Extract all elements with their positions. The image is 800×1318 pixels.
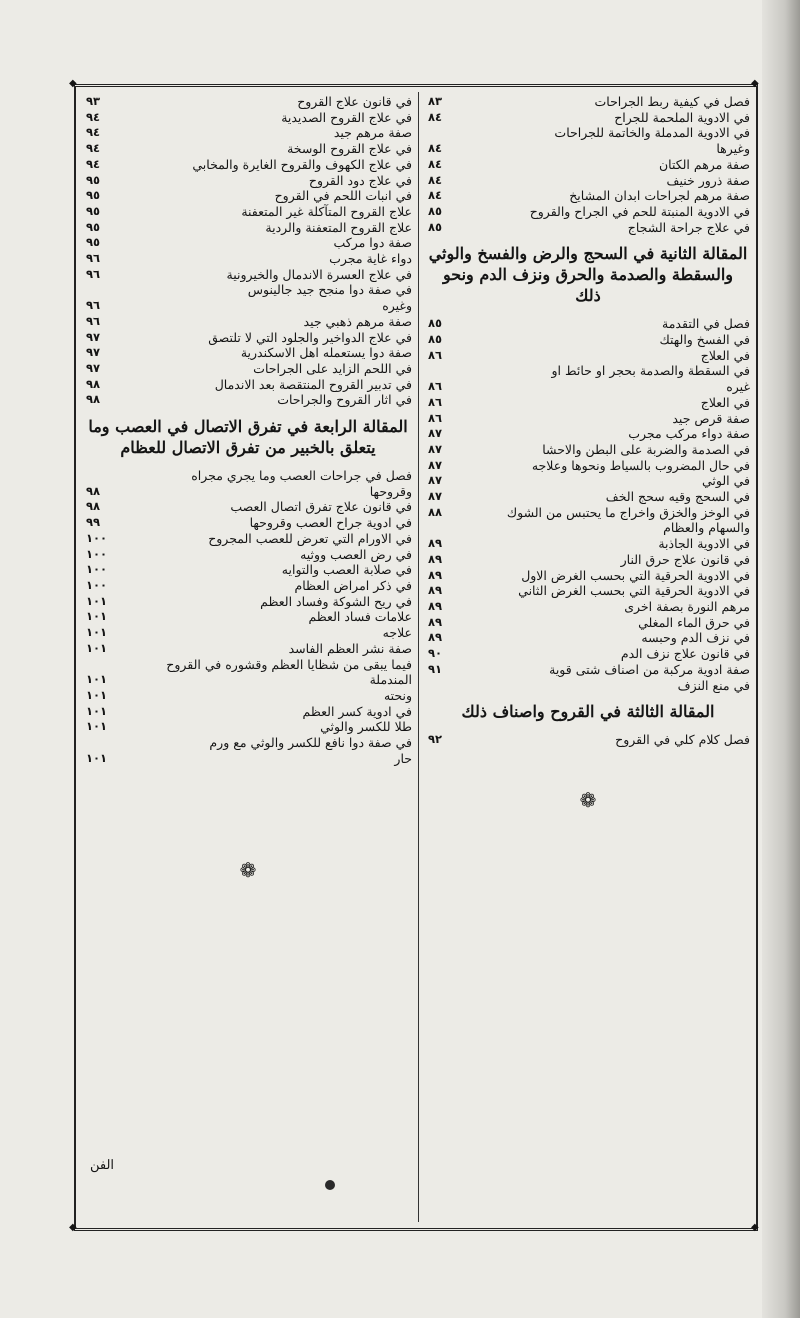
section-heading-3: المقالة الثالثة في القروح واصناف ذلك: [461, 702, 715, 722]
toc-entry-title: في علاج دود القروح: [308, 172, 412, 188]
toc-entry-page: ٩٦: [86, 251, 101, 266]
toc-entry: [424, 426, 752, 442]
toc-entry: [424, 173, 752, 189]
toc-entry-page: ١٠١: [86, 719, 108, 734]
toc-entry-title: غيره: [726, 379, 750, 395]
toc-entry: [82, 110, 414, 126]
toc-entry: [424, 599, 752, 615]
toc-entry-title: في اللحم الزايد على الجراحات: [253, 360, 412, 376]
toc-entry-title: صفة مرهم ذهبي جيد: [303, 313, 412, 329]
toc-entry-page: ١٠١: [86, 640, 108, 655]
toc-entry: [82, 609, 414, 625]
toc-entry-title: في ادوية كسر العظم: [302, 703, 412, 719]
toc-entry-page: ٨٨: [428, 504, 443, 519]
toc-entry-page: ٩٧: [86, 329, 101, 344]
toc-entry-title: فصل في كيفية ربط الجراحات: [594, 94, 750, 109]
toc-entry-page: ١٠٠: [86, 530, 108, 545]
toc-entry: [424, 732, 752, 748]
toc-list-right-a: [424, 94, 752, 235]
toc-entry: [82, 547, 414, 563]
toc-entry-page: ٩٤: [86, 141, 101, 156]
toc-entry-title: في قانون علاج القروح: [297, 94, 412, 109]
toc-entry: [82, 735, 414, 751]
frame-corner-ornament: ◆: [751, 1222, 759, 1233]
frame-corner-ornament: ◆: [69, 78, 77, 89]
toc-entry-page: ١٠١: [86, 750, 108, 765]
toc-entry-page: ٨٦: [428, 394, 443, 409]
toc-entry: [82, 361, 414, 377]
toc-entry: [82, 125, 414, 141]
toc-entry-page: ٩٥: [86, 219, 101, 234]
toc-entry-page: ١٠١: [86, 672, 108, 687]
toc-entry-title: في رض العصب ووثيه: [300, 546, 412, 562]
toc-entry-page: ٨٧: [428, 473, 443, 488]
toc-entry-title: فصل في جراحات العصب وما يجري مجراه: [191, 468, 412, 484]
toc-entry: [82, 499, 414, 515]
toc-entry: [82, 657, 414, 673]
toc-entry-page: ١٠١: [86, 609, 108, 624]
toc-entry-page: ٩٧: [86, 360, 101, 375]
toc-entry: [82, 330, 414, 346]
toc-entry: [424, 141, 752, 157]
toc-entry-title: في الادوية الحرقية التي بحسب الغرض الثاني: [518, 583, 750, 599]
toc-entry-page: ٩٨: [86, 376, 101, 391]
fleuron-ornament-icon: ❁: [239, 858, 257, 883]
ink-blot: [325, 1180, 335, 1190]
toc-entry-title: فصل كلام كلي في القروح: [615, 732, 750, 748]
toc-entry-page: ٨٤: [428, 172, 443, 187]
toc-entry-title: في انبات اللحم في القروح: [274, 188, 412, 204]
toc-entry-title: علاج القروح المتآكلة غير المتعفنة: [241, 203, 412, 219]
toc-entry-title: في صفة دوا منجح جيد جالينوس: [247, 282, 412, 298]
toc-entry: [82, 298, 414, 314]
toc-entry-title: في الادوية الحرقية التي بحسب الغرض الاول: [521, 567, 750, 583]
toc-entry: [424, 94, 752, 110]
toc-entry-page: ٨٥: [428, 219, 443, 234]
toc-entry: [424, 458, 752, 474]
toc-entry: [424, 615, 752, 631]
toc-entry-title: صفة مرهم لجراحات ابدان المشايخ: [569, 188, 750, 204]
toc-entry-title: حار: [394, 750, 412, 766]
toc-entry-page: ٨٦: [428, 347, 443, 362]
toc-entry-title: صفة ذرور خنيف: [666, 172, 750, 188]
toc-entry: [424, 204, 752, 220]
toc-entry-page: ١٠١: [86, 593, 108, 608]
section-heading-4: المقالة الرابعة في تفرق الاتصال في العصب وما يتعلق بالخبير من تفرق الاتصال للعظام: [88, 417, 408, 458]
toc-entry: [424, 505, 752, 536]
toc-entry-title: المندملة: [369, 672, 412, 688]
toc-entry-page: ٨٩: [428, 614, 443, 629]
toc-entry-page: ٨٤: [428, 188, 443, 203]
toc-entry-title: في علاج الدواخير والجلود التي لا تلتصق: [208, 329, 412, 345]
toc-entry: [424, 157, 752, 173]
toc-entry-page: ٨٤: [428, 156, 443, 171]
toc-entry: [424, 363, 752, 379]
book-gutter-shadow: [762, 0, 800, 1318]
toc-entry-page: ١٠٠: [86, 577, 108, 592]
toc-entry-page: ٨٩: [428, 583, 443, 598]
toc-entry: [82, 314, 414, 330]
toc-entry: [82, 188, 414, 204]
toc-entry-title: في علاج القروح الوسخة: [287, 141, 412, 157]
toc-entry: [82, 594, 414, 610]
toc-entry-title: في تدبير القروح المنتقصة بعد الاندمال: [214, 376, 412, 392]
toc-entry-title: في نزف الدم وحبسه: [641, 630, 750, 646]
toc-entry: [82, 173, 414, 189]
toc-entry-page: ٨٩: [428, 567, 443, 582]
fleuron-ornament-icon: ❁: [579, 787, 597, 812]
toc-entry-page: ٩٤: [86, 125, 101, 140]
toc-entry-page: ٩١: [428, 661, 443, 676]
toc-entry: [82, 641, 414, 657]
toc-entry: [424, 348, 752, 364]
toc-entry: [82, 578, 414, 594]
toc-entry-title: صفة نشر العظم الفاسد: [288, 640, 412, 656]
toc-entry-title: وقروحها: [369, 483, 412, 499]
toc-entry-title: في صفة دوا نافع للكسر والوثي مع ورم: [209, 735, 412, 751]
toc-entry-page: ٩٥: [86, 235, 101, 250]
toc-entry-page: ١٠٠: [86, 562, 108, 577]
toc-entry: [82, 377, 414, 393]
toc-entry-title: طلا للكسر والوثي: [320, 719, 412, 735]
toc-entry-page: ٩٦: [86, 313, 101, 328]
toc-entry-title: صفة مرهم جيد: [333, 125, 412, 141]
toc-entry-page: ٨٥: [428, 332, 443, 347]
toc-entry-page: ٩٨: [86, 499, 101, 514]
toc-list-left-b: [82, 468, 414, 766]
toc-entry-title: في الصدمة والضربة على البطن والاحشا: [542, 441, 750, 457]
toc-left-column: [82, 94, 414, 882]
toc-entry-page: ٨٩: [428, 536, 443, 551]
toc-entry: [82, 235, 414, 251]
toc-entry-page: ٩٨: [86, 392, 101, 407]
toc-entry-title: صفة قرص جيد: [672, 410, 750, 426]
toc-entry: [82, 625, 414, 641]
toc-entry: [82, 704, 414, 720]
toc-entry: [82, 719, 414, 735]
catchword: الفن: [90, 1158, 115, 1173]
toc-entry-title: صفة مرهم الكتان: [658, 156, 750, 172]
toc-entry-page: ٨٧: [428, 457, 443, 472]
toc-entry: [82, 531, 414, 547]
toc-entry-page: ٨٤: [428, 141, 443, 156]
toc-entry-page: ٩٢: [428, 732, 443, 747]
toc-entry-title: في السقطة والصدمة بحجر او حائط او: [551, 363, 750, 379]
column-divider: [418, 92, 419, 1222]
toc-entry-title: في منع النزف: [677, 677, 750, 693]
toc-entry-title: مرهم النورة بصفة اخرى: [624, 598, 750, 614]
toc-entry-page: ٨٧: [428, 441, 443, 456]
toc-entry-page: ٨٤: [428, 109, 443, 124]
toc-list-right-b: [424, 316, 752, 693]
toc-entry-page: ٩٦: [86, 298, 101, 313]
toc-entry-page: ٨٩: [428, 630, 443, 645]
toc-list-right-c: [424, 732, 752, 748]
toc-entry: [424, 536, 752, 552]
toc-entry-title: في قانون علاج تفرق اتصال العصب: [230, 499, 412, 515]
toc-entry: [82, 751, 414, 767]
toc-entry-title: في العلاج: [700, 394, 750, 410]
toc-entry: [424, 489, 752, 505]
toc-entry-title: وغيره: [382, 298, 412, 314]
toc-entry-title: في العلاج: [700, 347, 750, 363]
toc-entry-page: ٩٤: [86, 109, 101, 124]
toc-entry-title: في حرق الماء المغلي: [638, 614, 750, 630]
toc-entry-title: في علاج جراحة الشجاج: [627, 219, 750, 235]
toc-entry-page: ٨٩: [428, 551, 443, 566]
toc-entry-page: ٨٣: [428, 94, 443, 108]
toc-entry-page: ٩٩: [86, 515, 101, 530]
toc-entry: [424, 220, 752, 236]
toc-entry-page: ٩٥: [86, 188, 101, 203]
toc-entry: [82, 220, 414, 236]
toc-entry-page: ٨٩: [428, 598, 443, 613]
toc-entry-title: في الادوية الملحمة للجراح: [614, 109, 750, 125]
toc-entry: [424, 411, 752, 427]
toc-entry-title: في الاورام التي تعرض للعصب المجروح: [208, 530, 412, 546]
toc-entry-page: ٨٦: [428, 379, 443, 394]
toc-entry-page: ١٠١: [86, 687, 108, 702]
toc-entry: [424, 630, 752, 646]
toc-entry: [82, 468, 414, 484]
frame-corner-ornament: ◆: [69, 1222, 77, 1233]
toc-entry-page: ١٠١: [86, 703, 108, 718]
toc-entry-page: ٩٤: [86, 156, 101, 171]
toc-entry-page: ٩٥: [86, 203, 101, 218]
toc-entry: [424, 332, 752, 348]
toc-entry-title: في حال المضروب بالسياط ونحوها وعلاجه: [531, 457, 750, 473]
toc-entry: [424, 395, 752, 411]
toc-list-left-a: [82, 94, 414, 408]
toc-entry: [82, 345, 414, 361]
toc-entry: [82, 515, 414, 531]
toc-entry-title: وغيرها: [716, 141, 750, 157]
toc-entry-title: صفة دوا يستعمله اهل الاسكندرية: [240, 345, 412, 361]
toc-entry-page: ٩٧: [86, 345, 101, 360]
toc-entry: [82, 204, 414, 220]
toc-entry: [82, 392, 414, 408]
toc-entry: [82, 251, 414, 267]
toc-entry-title: صفة دواء مركب مجرب: [628, 426, 750, 442]
toc-entry-title: علامات فساد العظم: [308, 609, 412, 625]
toc-entry: [424, 552, 752, 568]
toc-entry-title: في علاج العسرة الاندمال والخيرونية: [226, 266, 412, 282]
toc-entry-page: ٩٦: [86, 266, 101, 281]
toc-entry-title: في الادوية المنبتة للحم في الجراح والقروح: [529, 203, 750, 219]
toc-entry-title: في الوخز والخزق واخراج ما يحتبس من الشوك والسهام والعظام: [506, 504, 750, 536]
toc-entry-title: دواء غاية مجرب: [329, 251, 412, 267]
toc-entry-title: في ذكر امراض العظام: [294, 577, 412, 593]
toc-entry-title: في قانون علاج نزف الدم: [620, 646, 750, 662]
toc-entry-title: صفة ادوية مركبة من اصناف شتى قوية: [549, 661, 750, 677]
toc-entry: [82, 672, 414, 688]
toc-entry: [82, 94, 414, 110]
toc-entry: [82, 267, 414, 283]
toc-right-column: [424, 94, 752, 812]
toc-entry: [424, 662, 752, 678]
toc-entry: [424, 473, 752, 489]
toc-entry-title: علاجه: [382, 625, 412, 641]
toc-entry-title: في علاج الكهوف والقروح الغايرة والمخابي: [192, 156, 412, 172]
toc-entry: [82, 157, 414, 173]
toc-entry: [424, 316, 752, 332]
toc-entry-title: في اثار القروح والجراحات: [277, 392, 412, 408]
toc-entry: [424, 568, 752, 584]
toc-entry: [82, 141, 414, 157]
toc-entry-title: في الوثي: [701, 473, 750, 489]
toc-entry-page: ٨٧: [428, 426, 443, 441]
toc-entry-title: علاج القروح المتعفنة والردية: [265, 219, 412, 235]
toc-entry-title: في صلابة العصب والتوايه: [281, 562, 412, 578]
section-heading-2: المقالة الثانية في السحج والرض والفسخ والوثي والسقطة والصدمة والحرق ونزف الدم ونحو ذلك: [428, 244, 748, 306]
toc-entry-page: ٨٦: [428, 410, 443, 425]
toc-entry-title: في الفسخ والهتك: [659, 332, 750, 348]
toc-entry-title: في الادوية المدملة والخاتمة للجراحات: [554, 125, 750, 141]
toc-entry-title: في علاج القروح الصديدية: [281, 109, 412, 125]
toc-entry-title: ونحته: [383, 687, 412, 703]
toc-entry: [424, 646, 752, 662]
toc-entry-page: ٩٣: [86, 94, 101, 108]
toc-entry-page: ٨٥: [428, 203, 443, 218]
toc-entry: [82, 562, 414, 578]
toc-entry-title: في ادوية جراح العصب وقروحها: [249, 515, 412, 531]
toc-entry: [424, 110, 752, 126]
toc-entry-title: في قانون علاج حرق النار: [620, 551, 750, 567]
toc-entry: [424, 678, 752, 694]
toc-entry-title: فيما يبقى من شظايا العظم وقشوره في القروح: [166, 656, 412, 672]
toc-entry-title: في الادوية الجاذبة: [658, 536, 750, 552]
toc-entry: [424, 379, 752, 395]
toc-entry: [424, 125, 752, 141]
toc-entry-page: ٨٧: [428, 489, 443, 504]
toc-entry-title: في ريح الشوكة وفساد العظم: [260, 593, 412, 609]
toc-entry-title: فصل في التقدمة: [662, 316, 750, 332]
toc-entry-title: صفة دوا مركب: [333, 235, 412, 251]
toc-entry-page: ٩٨: [86, 483, 101, 498]
toc-entry-title: في السحج وقيه سحج الخف: [605, 489, 750, 505]
toc-entry-page: ١٠١: [86, 625, 108, 640]
toc-entry-page: ٩٥: [86, 172, 101, 187]
frame-corner-ornament: ◆: [751, 78, 759, 89]
toc-entry: [424, 583, 752, 599]
toc-entry: [82, 484, 414, 500]
toc-entry-page: ٨٥: [428, 316, 443, 331]
toc-entry: [424, 442, 752, 458]
toc-entry: [82, 688, 414, 704]
toc-entry: [424, 188, 752, 204]
toc-entry-page: ١٠٠: [86, 546, 108, 561]
toc-entry: [82, 282, 414, 298]
toc-entry-page: ٩٠: [428, 646, 443, 661]
